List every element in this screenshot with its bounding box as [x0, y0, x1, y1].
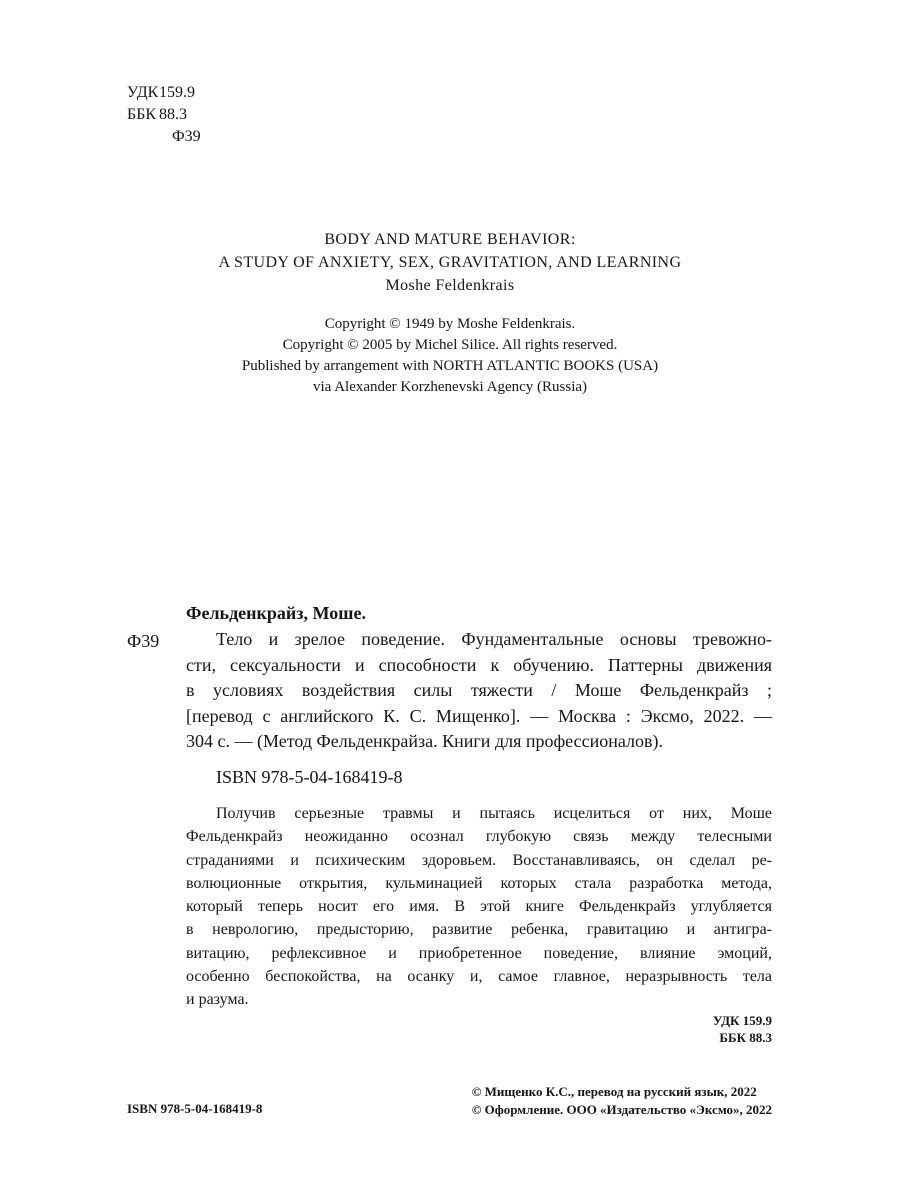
bbk-row: [127, 104, 201, 126]
description-line: Тело и зрелое поведение. Фундаментальные основы тревожно-: [216, 629, 772, 649]
classification-codes-bottom: [713, 1012, 772, 1046]
bbk-bottom: ББК 88.3: [719, 1030, 772, 1045]
annotation-line: особенно беспокойства, на осанку и, самое главное, неразрывность тела: [186, 968, 772, 986]
udk-row: [127, 82, 201, 104]
description-line: [перевод с английского К. С. Мищенко]. — Москва : Эксмо, 2022. —: [186, 705, 772, 726]
bbk-value: 88.3: [159, 106, 187, 123]
bibliographic-description: [186, 627, 772, 755]
annotation-line: волюционные открытия, кульминацией которых стала разработка метода,: [186, 874, 772, 892]
bibliographic-heading: Фельденкрайз, Моше.: [186, 603, 366, 623]
annotation: [186, 802, 772, 1012]
copyright-notice: [0, 314, 900, 398]
bibliographic-author-mark: Ф39: [127, 631, 160, 651]
annotation-line: и разума.: [186, 991, 249, 1009]
original-author: Moshe Feldenkrais: [385, 277, 515, 294]
copyright-line-4: via Alexander Korzhenevski Agency (Russia): [312, 379, 588, 395]
annotation-line: страданиями и психическим здоровьем. Восстанавливаясь, он сделал ре-: [186, 851, 772, 869]
bbk-label: ББК: [127, 106, 157, 123]
copyright-line-2: Copyright © 2005 by Michel Silice. All rights reserved.: [282, 337, 618, 353]
annotation-line: Фельденкрайз неожиданно осознал глубокую связь между телесными: [186, 828, 772, 846]
copyright-line-3: Published by arrangement with NORTH ATLANTIC BOOKS (USA): [241, 358, 659, 374]
annotation-line: витацию, рефлексивное и приобретенное поведение, влияние эмоций,: [186, 944, 772, 962]
footer-isbn: ISBN 978-5-04-168419-8: [127, 1101, 263, 1116]
annotation-line: Получив серьезные травмы и пытаясь исцелиться от них, Моше: [216, 805, 772, 822]
design-copyright: © Оформление. ООО «Издательство «Эксмо», 2022: [471, 1102, 772, 1117]
udk-value: 159.9: [159, 84, 195, 101]
annotation-line: в неврологию, предысторию, развитие ребенка, гравитацию и антигра-: [186, 921, 772, 939]
udk-bottom: УДК 159.9: [712, 1013, 772, 1028]
bibliographic-isbn: ISBN 978-5-04-168419-8: [216, 767, 403, 787]
copyright-line-1: Copyright © 1949 by Moshe Feldenkrais.: [324, 316, 576, 332]
footer-copyrights: [472, 1083, 772, 1119]
description-line: в условиях воздействия силы тяжести / Моше Фельденкрайз ;: [186, 680, 772, 700]
original-title-line-1: BODY AND MATURE BEHAVIOR:: [324, 231, 576, 248]
description-line: сти, сексуальности и способности к обучению. Паттерны движения: [186, 654, 772, 675]
description-line: 304 с. — (Метод Фельденкрайза. Книги для профессионалов).: [186, 731, 663, 751]
udk-label: УДК: [127, 84, 159, 101]
author-mark-top: Ф39: [172, 128, 201, 145]
translation-copyright: © Мищенко К.С., перевод на русский язык, 2022: [471, 1084, 757, 1099]
classification-codes-top: [127, 82, 201, 148]
original-title-line-2: A STUDY OF ANXIETY, SEX, GRAVITATION, AND LEARNING: [218, 254, 682, 271]
original-edition-block: [0, 228, 900, 297]
annotation-line: который теперь носит его имя. В этой книге Фельденкрайз углубляется: [186, 898, 772, 916]
